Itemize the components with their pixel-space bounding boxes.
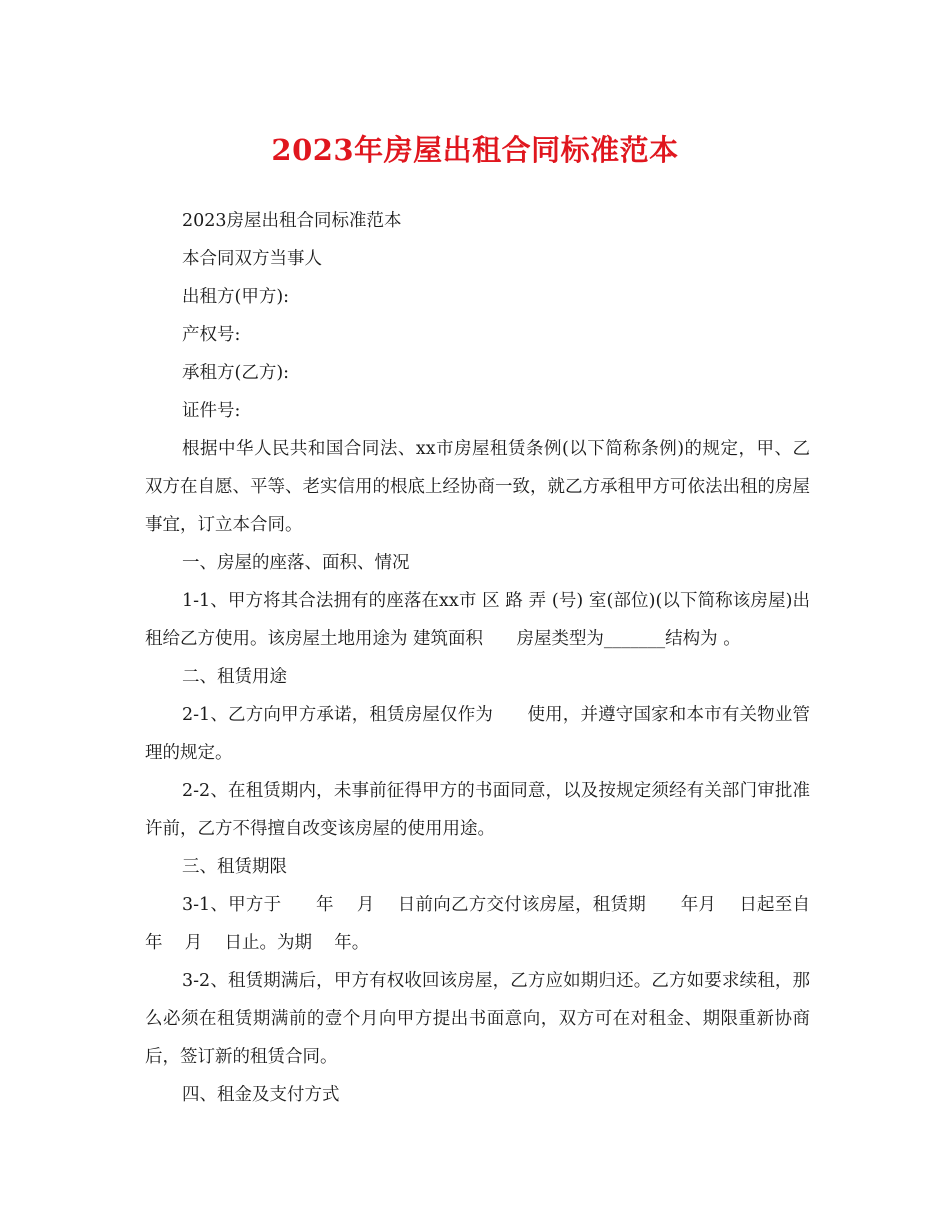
paragraph-subtitle: 2023房屋出租合同标准范本 [182,211,402,231]
document-body [145,202,844,1114]
section-heading-2: 二、租赁用途 [182,667,287,687]
paragraph-id-number: 证件号: [182,401,241,421]
paragraph-lessee: 承租方(乙方): [182,363,290,383]
section-heading-1: 一、房屋的座落、面积、情况 [182,553,410,573]
section-heading-3: 三、租赁期限 [182,857,287,877]
clause-2-1: 2-1、乙方向甲方承诺，租赁房屋仅作为 使用，并遵守国家和本市有关物业管理的规定。 [145,705,810,763]
paragraph-property-number: 产权号: [182,325,241,345]
paragraph-parties: 本合同双方当事人 [182,249,322,269]
paragraph-lessor: 出租方(甲方): [182,287,290,307]
clause-2-2: 2-2、在租赁期内，未事前征得甲方的书面同意，以及按规定须经有关部门审批准许前，乙方不得擅自改变该房屋的使用用途。 [145,781,810,839]
clause-1-1: 1-1、甲方将其合法拥有的座落在xx市 区 路 弄 (号) 室(部位)(以下简称该房屋)出租给乙方使用。该房屋土地用途为 建筑面积 房屋类型为_______结构为 。 [145,591,810,649]
clause-3-1: 3-1、甲方于 年 月 日前向乙方交付该房屋，租赁期 年月 日起至自 年 月 日止。为期 年。 [145,895,844,953]
paragraph-preamble: 根据中华人民共和国合同法、xx市房屋租赁条例(以下简称条例)的规定，甲、乙双方在自愿、平等、老实信用的根底上经协商一致，就乙方承租甲方可依法出租的房屋事宜，订立本合同。 [145,439,810,535]
section-heading-4: 四、租金及支付方式 [182,1085,340,1105]
document-title: 2023年房屋出租合同标准范本 [271,133,679,167]
clause-3-2: 3-2、租赁期满后，甲方有权收回该房屋，乙方应如期归还。乙方如要求续租，那么必须在租赁期满前的壹个月向甲方提出书面意向，双方可在对租金、期限重新协商后，签订新的租赁合同。 [145,971,810,1067]
